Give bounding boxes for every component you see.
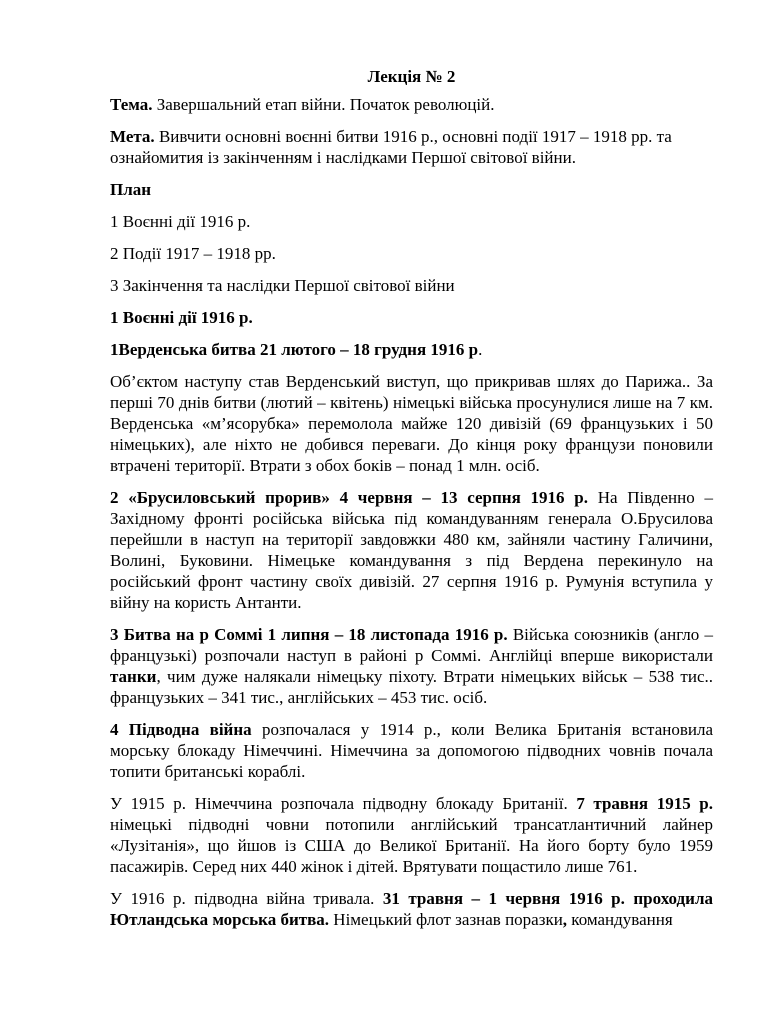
plan-item-2: 2 Події 1917 – 1918 рр.: [110, 244, 276, 263]
section-heading: 1 Воєнні дії 1916 р.: [110, 308, 253, 327]
submarine-paragraph: 4 Підводна війна розпочалася у 1914 р., коли Велика Британія встановила морську блокаду Німеччині. Німеччина за допомогою підводних човнів почала топити британські кораблі.: [110, 720, 713, 781]
jutland-heading: 31 травня – 1 червня 1916 р. проходила Ютландська морська битва.: [110, 889, 713, 929]
plan-item-3: 3 Закінчення та наслідки Першої світової війни: [110, 276, 455, 295]
tanks-term: танки: [110, 667, 157, 686]
topic-line: [110, 94, 713, 115]
plan-heading: План: [110, 180, 152, 199]
submarine-heading: 4 Підводна війна: [110, 720, 252, 739]
jutland-paragraph: У 1916 р. підводна війна тривала. 31 травня – 1 червня 1916 р. проходила Ютландська морська битва. Німецький флот зазнав поразки, командування: [110, 889, 713, 929]
goal-label: Мета.: [110, 127, 155, 146]
lusitania-paragraph: У 1915 р. Німеччина розпочала підводну блокаду Британії. 7 травня 1915 р. німецькі підводні човни потопили англійський трансатлантичний лайнер «Лузітанія», що йшов із США до Великої Британії. На його борту було 1959 пасажирів. Серед них 440 жінок і дітей. Врятувати пощастило лише 761.: [110, 794, 713, 876]
verdun-heading: 1Верденська битва 21 лютого – 18 грудня 1916 р.: [110, 340, 483, 359]
plan-item-1: 1 Воєнні дії 1916 р.: [110, 212, 251, 231]
topic-text: Завершальний етап війни. Початок революцій.: [152, 95, 495, 114]
verdun-heading-bold: 1Верденська битва 21 лютого – 18 грудня 1916 р: [110, 340, 479, 359]
brusilov-heading: 2 «Брусиловський прорив» 4 червня – 13 серпня 1916 р.: [110, 488, 588, 507]
document-body: [110, 66, 713, 941]
lusitania-date: 7 травня 1915 р.: [576, 794, 713, 813]
somme-heading: 3 Битва на р Соммі 1 липня – 18 листопада 1916 р.: [110, 625, 508, 644]
brusilov-paragraph: 2 «Брусиловський прорив» 4 червня – 13 серпня 1916 р. На Південно – Західному фронті російська війська під командуванням генерала О.Брусилова перейшли в наступ на території завдовжки 480 км, зайняли частину Галичини, Волині, Буковини. Німецьке командування з під Вердена перекинуло на російський фронт частину своїх дивізій. 27 серпня 1916 р. Румунія вступила у війну на користь Антанти.: [110, 488, 713, 612]
topic-label: Тема.: [110, 95, 153, 114]
goal-text: Вивчити основні воєнні битви 1916 р., основні події 1917 – 1918 рр. та ознайомития із закінченням і наслідками Першої світової війни.: [110, 127, 672, 167]
somme-paragraph: 3 Битва на р Соммі 1 липня – 18 листопада 1916 р. Війська союзників (англо – французькі) розпочали наступ в районі р Соммі. Англійці вперше використали танки, чим дуже налякали німецьку піхоту. Втрати німецьких військ – 538 тис.. французьких – 341 тис., англійських – 453 тис. осіб.: [110, 625, 713, 707]
goal-paragraph: [110, 126, 713, 168]
lecture-title: Лекція № 2: [367, 67, 456, 86]
verdun-paragraph: Об’єктом наступу став Верденський виступ, що прикривав шлях до Парижа.. За перші 70 днів битви (лютий – квітень) німецькі війська просунулися лише на 7 км. Верденська «м’ясорубка» перемолола майже 120 дивізій (69 французьких і 50 німецьких), але ніхто не добився переваги. До кінця року французи поновили втрачені території. Втрати з обох боків – понад 1 млн. осіб.: [110, 372, 713, 475]
